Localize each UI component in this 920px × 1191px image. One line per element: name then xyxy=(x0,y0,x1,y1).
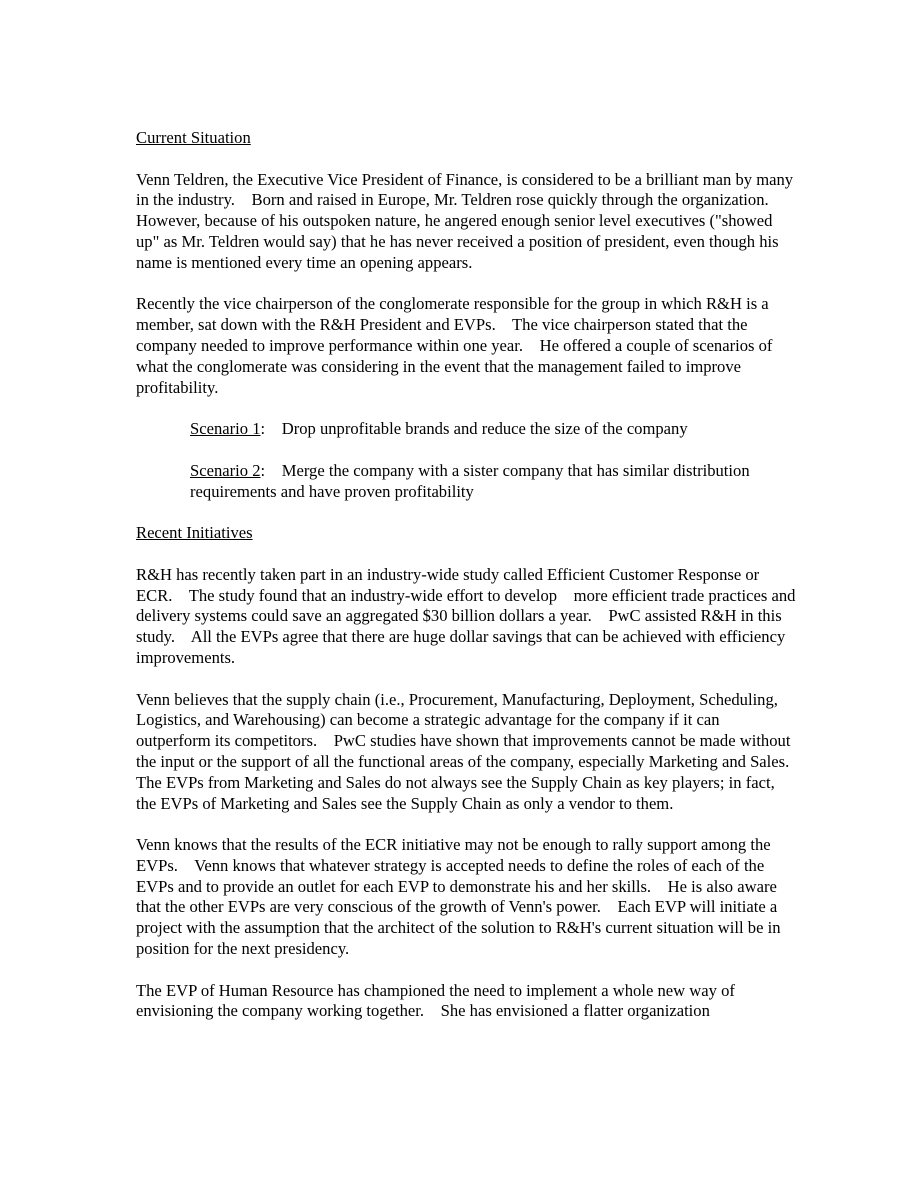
spacer xyxy=(136,960,796,981)
scenario-1-text: : Drop unprofitable brands and reduce the size of the company xyxy=(260,419,688,439)
spacer xyxy=(136,814,796,835)
scenario-1-label: Scenario 1 xyxy=(190,419,261,439)
paragraph-evp-strategy: Venn knows that the results of the ECR initiative may not be enough to rally support among the EVPs. Venn knows that whatever strategy is accepted needs to define the roles of each of the EVPs and to provide an outlet for each EVP to demonstrate his and her skills. He is also aware that the other EVPs are very conscious of the growth of Venn's power. Each EVP will initiate a project with the assumption that the architect of the solution to R&H's current situation will be in position for the next presidency. xyxy=(136,835,785,959)
scenario-2-label: Scenario 2 xyxy=(190,460,261,480)
paragraph-teldren-intro: Venn Teldren, the Executive Vice President of Finance, is considered to be a brilliant man by many in the industry. Born and raised in Europe, Mr. Teldren rose quickly through the organization. However, because of his outspoken nature, he angered enough senior level executives ("showed up" as Mr. Teldren would say) that he has never received a position of president, even though his name is mentioned every time an opening appears. xyxy=(136,169,798,272)
scenario-1 xyxy=(190,419,796,440)
spacer xyxy=(136,149,796,170)
scenario-2-text: : Merge the company with a sister company that has similar distribution requirements and have proven profitability xyxy=(190,460,754,501)
document-page xyxy=(136,128,806,1022)
paragraph-supply-chain: Venn believes that the supply chain (i.e., Procurement, Manufacturing, Deployment, Scheduling, Logistics, and Warehousing) can become a strategic advantage for the company if it can outperform its competitors. PwC studies have shown that improvements cannot be made without the input or the support of all the functional areas of the company, especially Marketing and Sales. The EVPs from Marketing and Sales do not always see the Supply Chain as key players; in fact, the EVPs of Marketing and Sales see the Supply Chain as only a vendor to them. xyxy=(136,689,806,813)
scenario-2 xyxy=(190,461,796,503)
paragraph-ecr-study: R&H has recently taken part in an industry-wide study called Efficient Customer Response or ECR. The study found that an industry-wide effort to develop more efficient trade practices and delivery systems could save an aggregated $30 billion dollars a year. PwC assisted R&H in this study. All the EVPs agree that there are huge dollar savings that can be achieved with efficiency improvements. xyxy=(136,564,800,667)
heading-current-situation: Current Situation xyxy=(136,128,251,147)
spacer xyxy=(136,440,796,461)
spacer xyxy=(136,669,796,690)
paragraph-vice-chairperson: Recently the vice chairperson of the conglomerate responsible for the group in which R&H is a member, sat down with the R&H President and EVPs. The vice chairperson stated that the company needed to improve performance within one year. He offered a couple of scenarios of what the conglomerate was considering in the event that the management failed to improve profitability. xyxy=(136,294,777,397)
paragraph-human-resource: The EVP of Human Resource has championed the need to implement a whole new way of envisioning the company working together. She has envisioned a flatter organization xyxy=(136,980,740,1021)
spacer xyxy=(136,398,796,419)
spacer xyxy=(136,544,796,565)
spacer xyxy=(136,274,796,295)
heading-recent-initiatives: Recent Initiatives xyxy=(136,523,253,543)
spacer xyxy=(136,502,796,523)
